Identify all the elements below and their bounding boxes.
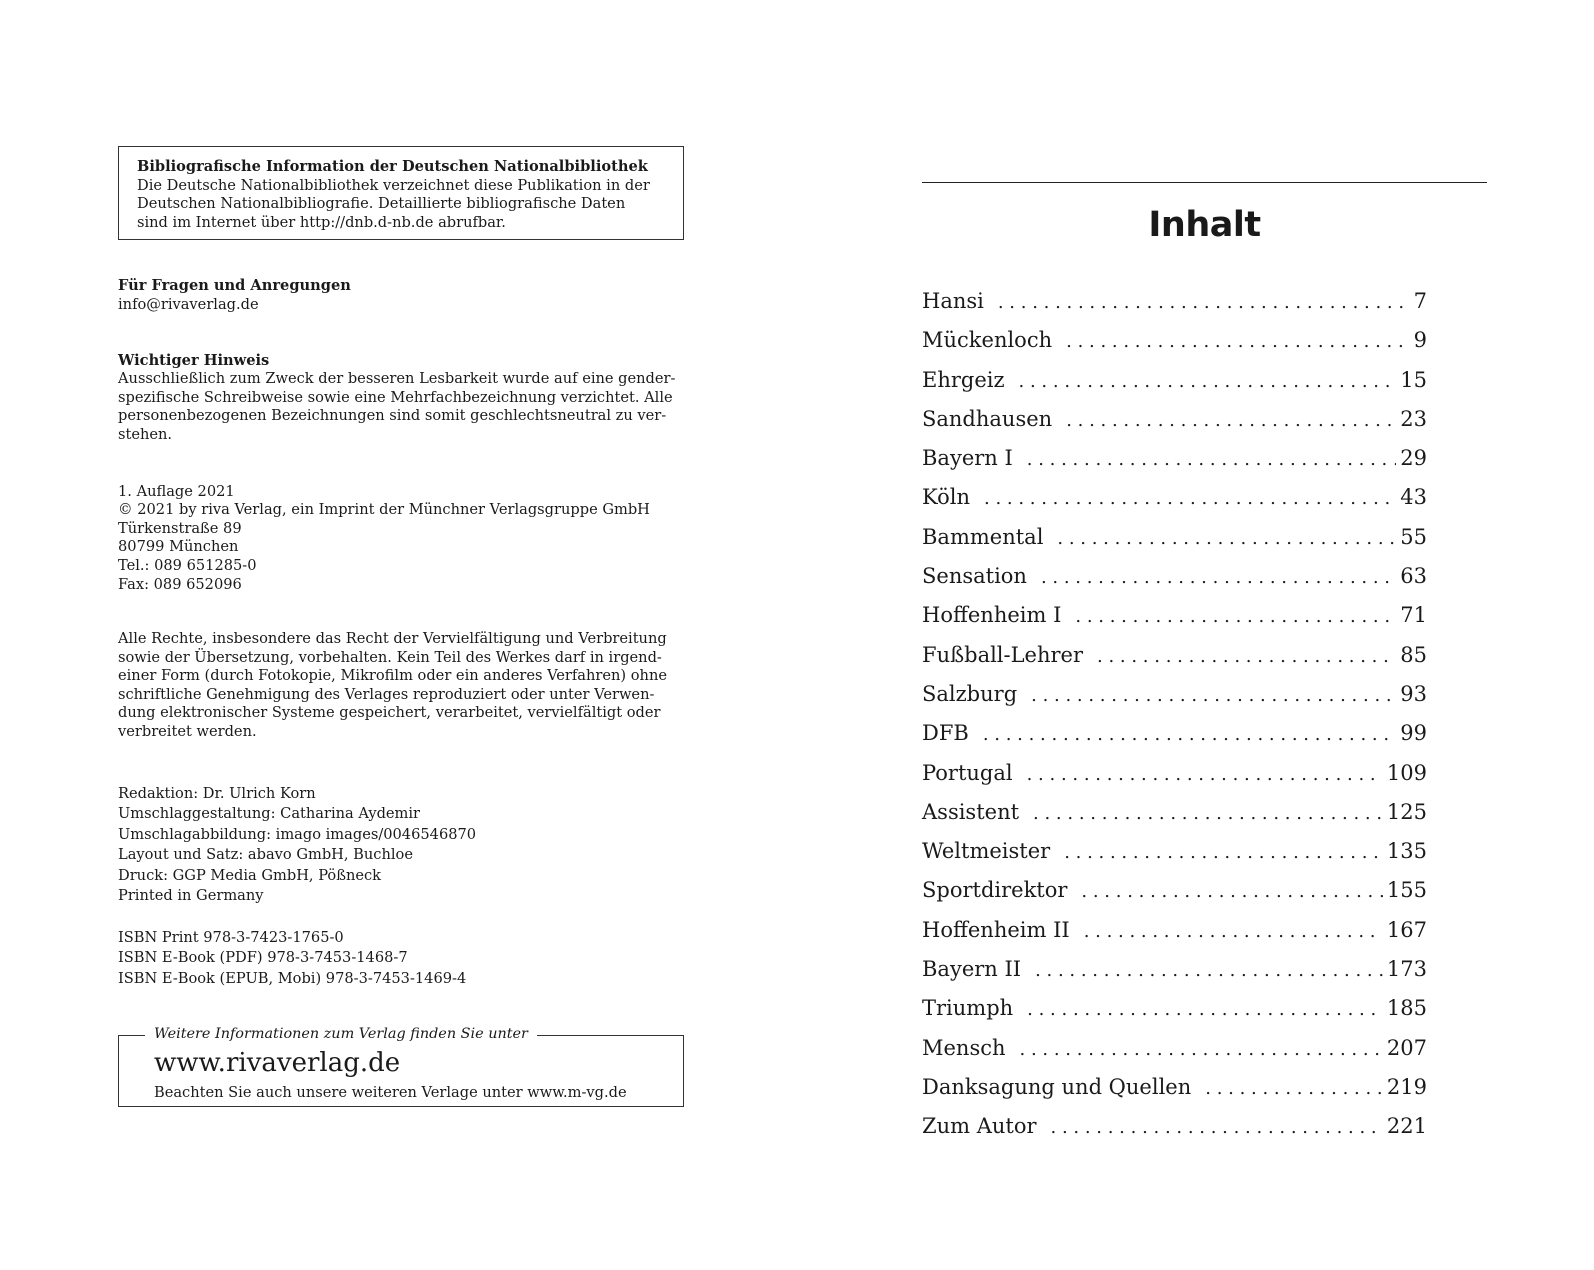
- rights-section: [118, 630, 684, 742]
- toc-entry-page: 185: [1386, 996, 1427, 1021]
- toc-entry-page: 63: [1400, 564, 1427, 589]
- rights-line: einer Form (durch Fotokopie, Mikrofilm oder ein anderes Verfahren) ohne: [118, 667, 667, 685]
- toc-entry[interactable]: [922, 1075, 1427, 1114]
- toc-leader-dots: [1081, 881, 1382, 902]
- toc-leader-dots: [1033, 803, 1383, 824]
- edition-line: 1. Auflage 2021: [118, 482, 235, 500]
- toc-entry[interactable]: [922, 996, 1427, 1035]
- toc-leader-dots: [1075, 606, 1396, 627]
- credits-section: [118, 784, 684, 907]
- toc-entry[interactable]: [922, 1114, 1427, 1153]
- toc-entry-label: Sportdirektor: [922, 878, 1068, 903]
- rights-line: dung elektronischer Systeme gespeichert, verarbeitet, vervielfältigt oder: [118, 704, 661, 722]
- notice-line: personenbezogenen Bezeichnungen sind somit geschlechtsneutral zu ver-: [118, 407, 667, 425]
- toc-leader-dots: [1051, 1117, 1383, 1138]
- toc-entry-label: Weltmeister: [922, 839, 1051, 864]
- toc-entry-page: 9: [1413, 328, 1427, 353]
- rights-line: schriftliche Genehmigung des Verlages reproduziert oder unter Verwen-: [118, 685, 655, 703]
- toc-entry-page: 207: [1386, 1035, 1427, 1060]
- credit-line: Printed in Germany: [118, 887, 264, 905]
- credit-line: Druck: GGP Media GmbH, Pößneck: [118, 866, 382, 884]
- toc-entry-label: Zum Autor: [922, 1114, 1037, 1139]
- toc-entry-label: Portugal: [922, 760, 1013, 785]
- credit-line: Redaktion: Dr. Ulrich Korn: [118, 784, 316, 802]
- notice-line: stehen.: [118, 425, 173, 443]
- toc-leader-dots: [1066, 410, 1396, 431]
- toc-leader-dots: [1027, 999, 1383, 1020]
- questions-heading: Für Fragen und Anregungen: [118, 277, 351, 295]
- toc-entry-label: Salzburg: [922, 681, 1018, 706]
- toc-entry[interactable]: [922, 368, 1427, 407]
- toc-entry-page: 173: [1386, 957, 1427, 982]
- toc-leader-dots: [1057, 528, 1396, 549]
- toc-entry-page: 219: [1386, 1074, 1427, 1099]
- toc-entry-label: Fußball-Lehrer: [922, 642, 1084, 667]
- toc-entry-page: 155: [1386, 878, 1427, 903]
- publisher-web-note: Beachten Sie auch unsere weiteren Verlage unter www.m-vg.de: [154, 1084, 627, 1102]
- publisher-web-legend: Weitere Informationen zum Verlag finden Sie unter: [145, 1025, 537, 1044]
- fax-line: Fax: 089 652096: [118, 575, 242, 593]
- toc-entry-page: 55: [1400, 524, 1427, 549]
- toc-entry-page: 7: [1413, 289, 1427, 313]
- toc-entry-label: Mensch: [922, 1035, 1006, 1060]
- toc-entry-page: 29: [1400, 446, 1427, 471]
- toc-entry[interactable]: [922, 878, 1427, 917]
- rights-line: verbreitet werden.: [118, 723, 257, 741]
- toc-leader-dots: [1027, 764, 1383, 785]
- toc-entry[interactable]: [922, 289, 1427, 328]
- toc-entry-page: 85: [1400, 642, 1427, 667]
- notice-line: Ausschließlich zum Zweck der besseren Lesbarkeit wurde auf eine gender-: [118, 370, 676, 388]
- toc-leader-dots: [998, 292, 1410, 313]
- toc-leader-dots: [1084, 921, 1383, 942]
- toc-leader-dots: [983, 724, 1396, 745]
- toc-title: Inhalt: [1148, 205, 1261, 245]
- toc-entry-label: Hansi: [922, 289, 984, 313]
- toc-entry[interactable]: [922, 485, 1427, 524]
- toc-leader-dots: [1205, 1078, 1383, 1099]
- publisher-website-link[interactable]: www.rivaverlag.de: [154, 1048, 401, 1079]
- notice-section: [118, 352, 684, 445]
- toc-entry[interactable]: [922, 643, 1427, 682]
- toc-entry-page: 135: [1386, 839, 1427, 864]
- contact-email: info@rivaverlag.de: [118, 295, 259, 313]
- toc-entry[interactable]: [922, 1036, 1427, 1075]
- toc-entry-label: Triumph: [922, 996, 1014, 1021]
- toc-entry-page: 125: [1386, 799, 1427, 824]
- credit-line: Umschlagabbildung: imago images/0046546870: [118, 825, 477, 843]
- toc-entry-label: Hoffenheim I: [922, 603, 1062, 628]
- bibliographic-info-title: Bibliografische Information der Deutschen Nationalbibliothek: [137, 158, 648, 175]
- copyright-line: © 2021 by riva Verlag, ein Imprint der Münchner Verlagsgruppe GmbH: [118, 501, 650, 519]
- toc-entry-page: 167: [1386, 917, 1427, 942]
- bibliographic-info-line: Deutschen Nationalbibliografie. Detaillierte bibliografische Daten: [137, 195, 626, 213]
- toc-leader-dots: [1020, 1039, 1383, 1060]
- toc-entry-label: Sensation: [922, 564, 1027, 589]
- toc-entry[interactable]: [922, 761, 1427, 800]
- toc-leader-dots: [1066, 331, 1410, 352]
- address-city: 80799 München: [118, 538, 239, 556]
- toc-entry-page: 221: [1386, 1114, 1427, 1139]
- notice-heading: Wichtiger Hinweis: [118, 351, 270, 369]
- toc-entry[interactable]: [922, 957, 1427, 996]
- toc-leader-dots: [1064, 842, 1383, 863]
- toc-leader-dots: [1027, 449, 1396, 470]
- toc-entry-label: Mückenloch: [922, 328, 1053, 353]
- toc-entry[interactable]: [922, 800, 1427, 839]
- toc-leader-dots: [984, 488, 1396, 509]
- rights-line: Alle Rechte, insbesondere das Recht der Vervielfältigung und Verbreitung: [118, 630, 667, 648]
- toc-entry[interactable]: [922, 918, 1427, 957]
- toc-top-rule: [922, 182, 1487, 183]
- credit-line: Layout und Satz: abavo GmbH, Buchloe: [118, 846, 413, 864]
- toc-entry[interactable]: [922, 525, 1427, 564]
- toc-entry-label: Ehrgeiz: [922, 367, 1005, 392]
- imprint-page: [118, 146, 684, 1107]
- isbn-line: ISBN E-Book (PDF) 978-3-7453-1468-7: [118, 949, 408, 967]
- notice-line: spezifische Schreibweise sowie eine Mehrfachbezeichnung verzichtet. Alle: [118, 388, 673, 406]
- toc-leader-dots: [1019, 371, 1397, 392]
- toc-leader-dots: [1097, 646, 1396, 667]
- toc-entry-label: Bayern I: [922, 446, 1013, 471]
- toc-entry-page: 93: [1400, 681, 1427, 706]
- edition-section: [118, 483, 684, 595]
- toc-list: [922, 289, 1427, 1154]
- toc-leader-dots: [1035, 960, 1383, 981]
- toc-entry-label: Assistent: [922, 799, 1020, 824]
- toc-entry-page: 15: [1400, 367, 1427, 392]
- bibliographic-info-line: Die Deutsche Nationalbibliothek verzeichnet diese Publikation in der: [137, 176, 650, 194]
- toc-entry[interactable]: [922, 564, 1427, 603]
- toc-entry-page: 71: [1400, 603, 1427, 628]
- questions-section: [118, 277, 684, 314]
- toc-entry[interactable]: [922, 603, 1427, 642]
- address-street: Türkenstraße 89: [118, 519, 242, 537]
- toc-entry[interactable]: [922, 407, 1427, 446]
- toc-entry[interactable]: [922, 721, 1427, 760]
- rights-line: sowie der Übersetzung, vorbehalten. Kein Teil des Werkes darf in irgend-: [118, 648, 662, 666]
- isbn-section: [118, 928, 684, 990]
- bibliographic-info-line: sind im Internet über http://dnb.d-nb.de abrufbar.: [137, 213, 506, 231]
- toc-entry-page: 109: [1386, 760, 1427, 785]
- toc-entry-page: 23: [1400, 406, 1427, 431]
- toc-entry[interactable]: [922, 446, 1427, 485]
- phone-line: Tel.: 089 651285-0: [118, 556, 257, 574]
- toc-entry-label: DFB: [922, 721, 969, 746]
- toc-entry[interactable]: [922, 839, 1427, 878]
- toc-entry-label: Köln: [922, 485, 971, 510]
- credit-line: Umschlaggestaltung: Catharina Aydemir: [118, 805, 421, 823]
- isbn-line: ISBN Print 978-3-7423-1765-0: [118, 928, 344, 946]
- toc-entry-label: Bayern II: [922, 957, 1022, 982]
- toc-entry[interactable]: [922, 682, 1427, 721]
- toc-entry[interactable]: [922, 328, 1427, 367]
- publisher-web-box: [118, 1026, 684, 1107]
- bibliographic-info-box: [118, 146, 684, 240]
- toc-leader-dots: [1031, 685, 1396, 706]
- toc-entry-label: Bammental: [922, 524, 1044, 549]
- toc-entry-label: Sandhausen: [922, 406, 1053, 431]
- toc-leader-dots: [1041, 567, 1396, 588]
- toc-entry-label: Danksagung und Quellen: [922, 1074, 1192, 1099]
- toc-entry-label: Hoffenheim II: [922, 917, 1070, 942]
- table-of-contents-page: [922, 182, 1487, 1154]
- toc-entry-page: 99: [1400, 721, 1427, 746]
- toc-entry-page: 43: [1400, 485, 1427, 510]
- isbn-line: ISBN E-Book (EPUB, Mobi) 978-3-7453-1469-4: [118, 969, 467, 987]
